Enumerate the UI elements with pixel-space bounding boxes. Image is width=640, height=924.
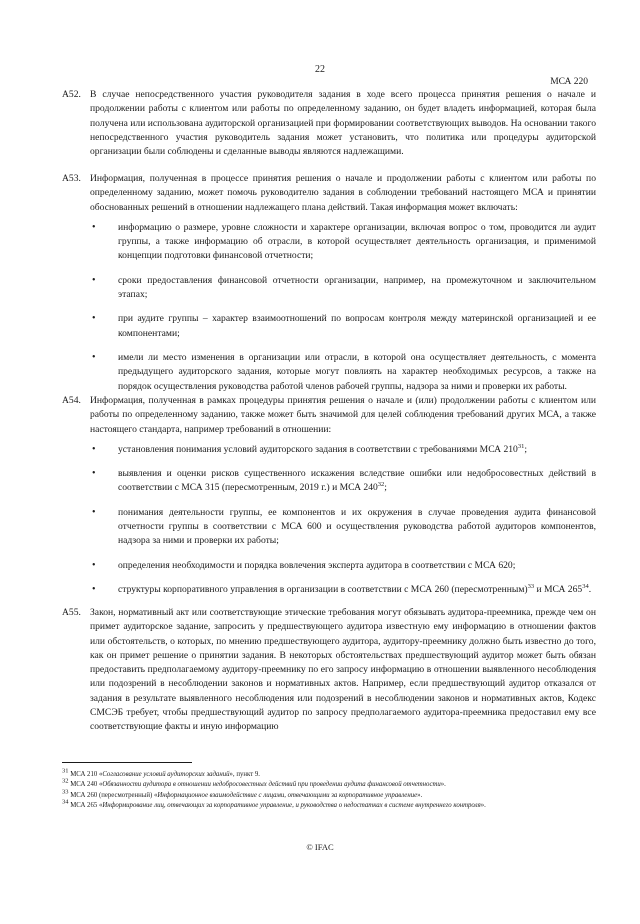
- footnote-ref: 33: [527, 582, 535, 590]
- bullet-icon: •: [92, 506, 96, 518]
- paragraph-a53: [62, 172, 596, 404]
- page-number: 22: [315, 64, 325, 75]
- list-item: • определения необходимости и порядка вовлечения эксперта аудитора в соответствии с МСА 620;: [90, 559, 596, 573]
- footnotes: [62, 767, 602, 812]
- list-item: • имели ли место изменения в организации или отрасли, в которой она осуществляет деятельность, с момента предыдущего аудиторского задания, которые могут повлиять на характер необходимых ресурсов, а также на порядок осуществления руководства работой членов рабочей группы, надзора за ними и проверки их работы.: [92, 351, 596, 392]
- list-item: • структуры корпоративного управления в организации в соответствии с МСА 260 (пересмотренным)$^{33}$ и МСА $265^{34}$.: [90, 583, 596, 597]
- footnote: $^{32}$ МСА 240 «Обязанности аудитора в отношении недобросовестных действий при проведении аудита финансовой отчетности».: [62, 778, 446, 789]
- bullet-list: [90, 221, 596, 394]
- list-item: • при аудите группы – характер взаимоотношений по вопросам контроля между материнской организацией и ее компонентами;: [92, 313, 596, 339]
- document-code: МСА 220: [550, 77, 588, 87]
- paragraph-number: A55.: [62, 607, 81, 618]
- footnote-ref: 32: [377, 481, 385, 489]
- paragraph-number: A53.: [62, 173, 81, 184]
- footnote-ref: 31: [517, 442, 525, 450]
- paragraph-text: Закон, нормативный акт или соответствующие этические требования могут обязывать аудитора-преемника, прежде чем он примет аудиторское задание, запросить у предшествующего аудитора известную ему информацию в отношении фактов или обстоятельств, о которых, по мнению предшествующего аудитора, аудитору-преемнику должно быть известно до того, как он примет решение о принятии задания. В некоторых обстоятельствах предшествующий аудитор может быть обязан предоставить предполагаемому аудитору-преемнику по его запросу информацию в отношении выявленного несоблюдения или подозрений в несоблюдении законов и нормативных актов. Например, если предшествующий аудитор отказался от задания в результате выявленного несоблюдения или подозрений в несоблюдении законов и нормативных актов, Кодекс СМСЭБ требует, чтобы предшествующий аудитор по запросу предполагаемого аудитора-преемника предоставил ему все соответствующие факты и иную информацию: [90, 607, 596, 733]
- bullet-icon: •: [92, 468, 96, 480]
- paragraph-a52: [62, 88, 596, 159]
- list-item: • понимания деятельности группы, ее компонентов и их окружения в случае проведения аудита финансовой отчетности группы в соответствии с МСА 600 и осуществления руководства работой аудиторов компонентов, надзора за ними и проверки их работы;: [92, 506, 596, 547]
- paragraph-number: A52.: [62, 89, 81, 100]
- paragraph-a55: [62, 606, 596, 735]
- bullet-icon: •: [92, 313, 96, 325]
- footnote: $^{33}$ МСА 260 (пересмотренный) «Информационное взаимодействие с лицами, отвечающими за корпоративное управление».: [62, 788, 423, 799]
- bullet-icon: •: [92, 274, 96, 286]
- bullet-icon: •: [92, 443, 96, 455]
- list-item: • установления понимания условий аудиторского задания в соответствии с требованиями МСА $210^{31}$;: [90, 443, 596, 457]
- bullet-list: [90, 443, 596, 597]
- paragraph-text: Информация, полученная в рамках процедуры принятия решения о начале и (или) продолжении работы с клиентом или работы по определенному заданию, также может быть значимой для целей соблюдения требований других МСА, а также настоящего стандарта, например требований в отношении:: [90, 395, 596, 435]
- footnote-separator: [62, 762, 192, 763]
- footnote-ref: 34: [582, 582, 589, 590]
- list-item: • сроки предоставления финансовой отчетности организации, например, на промежуточном и заключительном этапах;: [92, 274, 596, 301]
- paragraph-number: A54.: [62, 395, 81, 406]
- list-item: • выявления и оценки рисков существенного искажения вследствие ошибки или недобросовестных действий в соответствии с МСА 315 (пересмотренным, 2019 г.) и МСА $240^{32}$;: [92, 468, 596, 494]
- bullet-icon: •: [92, 559, 96, 571]
- paragraph-text: В случае непосредственного участия руководителя задания в ходе всего процесса принятия решения о начале и продолжении работы с клиентом или работы по определенному заданию, он будет владеть информацией, которая была получена или использована аудиторской организацией при формировании соответствующих выводов. На основании такого непосредственного участия руководитель задания может установить, что политика или процедуры аудиторской организации были соблюдены и сделанные выводы являются надлежащими.: [90, 89, 596, 158]
- copyright-footer: © IFAC: [306, 842, 334, 852]
- paragraph-text: Информация, полученная в процессе принятия решения о начале и продолжении работы с клиентом или работы по определенному заданию, может помочь руководителю задания в соблюдении требований настоящего МСА и принятии обоснованных решений в отношении надлежащего плана действий. Такая информация может включать:: [90, 173, 596, 213]
- bullet-icon: •: [92, 351, 96, 363]
- footnote: $^{31}$ МСА 210 «Согласование условий аудиторских заданий», пункт 9.: [62, 767, 260, 778]
- list-item: • информацию о размере, уровне сложности и характере организации, включая вопрос о том, проводится ли аудит группы, а также информацию об отрасли, в которой осуществляет деятельность организация, и применимой концепции подготовки финансовой отчетности;: [92, 221, 596, 262]
- bullet-icon: •: [92, 583, 96, 595]
- bullet-icon: •: [92, 221, 96, 233]
- paragraph-a54: [62, 394, 596, 607]
- footnote: $^{34}$ МСА 265 «Информирование лиц, отвечающих за корпоративное управление, и руководства о недостатках в системе внутреннего контроля».: [62, 798, 486, 810]
